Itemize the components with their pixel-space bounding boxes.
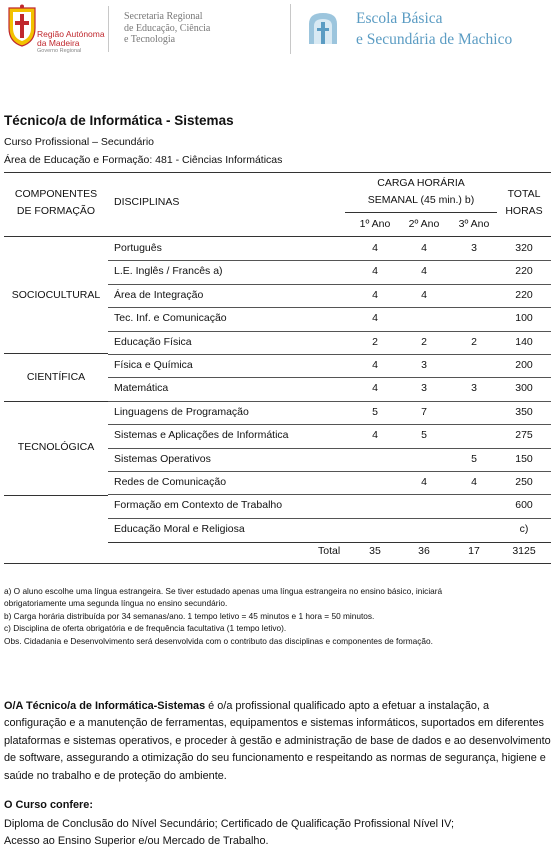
discipline-hours-y1: 4 <box>372 265 378 278</box>
page-header <box>0 0 555 62</box>
discipline-hours-y3: 2 <box>471 335 477 348</box>
confers-heading: O Curso confere: <box>4 799 93 811</box>
discipline-hours-y3: 3 <box>471 242 477 254</box>
region-name <box>37 30 105 48</box>
discipline-hours-y1: 4 <box>372 382 378 395</box>
confers-body <box>4 816 553 851</box>
school-name-line2: e Secundária de Machico <box>356 31 513 48</box>
header-components-line1: COMPONENTES <box>14 188 98 200</box>
discipline-hours-y1: 4 <box>372 359 378 371</box>
discipline-hours-y1: 4 <box>372 429 378 442</box>
header-components-line2: DE FORMAÇÃO <box>16 205 96 217</box>
header-total-line2: HORAS <box>505 205 543 217</box>
discipline-hours-y3: 4 <box>471 476 477 488</box>
discipline-name: Linguagens de Programação <box>114 405 249 418</box>
footnotes <box>4 585 549 647</box>
discipline-total-hours: 600 <box>515 499 533 512</box>
group-rule <box>4 353 108 354</box>
note-obs: Obs. Cidadania e Desenvolvimento será desenvolvida com o contributo das disciplinas e componentes de formação. <box>4 635 433 646</box>
discipline-hours-y1: 4 <box>372 242 378 254</box>
course-title: Técnico/a de Informática - Sistemas <box>4 113 234 128</box>
discipline-name: Educação Moral e Religiosa <box>114 522 245 535</box>
secretariat-line2: de Educação, Ciência <box>124 22 211 34</box>
profile-paragraph <box>4 698 553 785</box>
discipline-hours-y2: 7 <box>421 405 427 418</box>
header-components <box>4 186 108 220</box>
discipline-hours-y1: 5 <box>372 405 378 418</box>
header-weekly-load <box>345 175 497 209</box>
discipline-hours-y2: 4 <box>421 476 427 488</box>
discipline-hours-y2: 3 <box>421 359 427 371</box>
row-rule <box>108 354 551 355</box>
table-rule <box>108 542 551 543</box>
header-weekly-load-line1: CARGA HORÁRIA <box>377 177 465 189</box>
total-year-2: 36 <box>418 545 430 557</box>
secretariat-name <box>124 11 210 46</box>
table-rule <box>345 212 497 213</box>
note-a-line1: a) O aluno escolhe uma língua estrangeira. Se tiver estudado apenas uma língua estrangeira no ensino básico, iniciará <box>4 586 443 596</box>
header-year-2: 2º Ano <box>408 218 440 230</box>
discipline-hours-y2: 5 <box>421 429 427 442</box>
group-rule <box>4 401 108 402</box>
row-rule <box>108 424 551 425</box>
table-rule <box>4 563 551 564</box>
header-year-3: 3º Ano <box>458 218 490 230</box>
row-rule <box>108 494 551 495</box>
discipline-total-hours: 300 <box>515 382 533 395</box>
header-weekly-load-line2: SEMANAL (45 min.) b) <box>367 194 475 206</box>
discipline-hours-y1: 2 <box>372 335 378 348</box>
header-divider <box>108 6 109 52</box>
discipline-total-hours: 320 <box>515 242 533 254</box>
discipline-total-hours: 250 <box>515 476 533 488</box>
group-rule <box>4 495 108 496</box>
header-year-1: 1º Ano <box>359 218 391 230</box>
discipline-hours-y2: 2 <box>421 335 427 348</box>
component-sociocultural: SOCIOCULTURAL <box>11 289 101 301</box>
total-year-1: 35 <box>369 545 381 557</box>
discipline-name: Área de Integração <box>114 288 204 301</box>
region-subtitle: Governo Regional <box>37 48 82 54</box>
school-name <box>356 8 512 50</box>
region-name-line1: Região Autónoma <box>37 29 105 39</box>
discipline-hours-y2: 3 <box>421 382 427 395</box>
row-rule <box>108 331 551 332</box>
course-type: Curso Profissional – Secundário <box>4 136 154 148</box>
row-rule <box>108 284 551 285</box>
discipline-name: Formação em Contexto de Trabalho <box>114 499 283 512</box>
discipline-name: Sistemas Operativos <box>114 452 211 465</box>
discipline-name: Redes de Comunicação <box>114 476 227 488</box>
discipline-name: Matemática <box>114 382 169 395</box>
note-a-line2: obrigatoriamente uma segunda língua no ensino secundário. <box>4 598 228 609</box>
discipline-name: Física e Química <box>114 359 193 371</box>
discipline-total-hours: 220 <box>515 288 533 301</box>
discipline-total-hours: 350 <box>515 405 533 418</box>
course-area: Área de Educação e Formação: 481 - Ciências Informáticas <box>4 154 283 166</box>
discipline-total-hours: 150 <box>515 452 533 465</box>
discipline-hours-y3: 3 <box>471 382 477 395</box>
discipline-name: Educação Física <box>114 335 192 348</box>
row-rule <box>108 518 551 519</box>
discipline-total-hours: c) <box>519 522 529 535</box>
discipline-total-hours: 200 <box>515 359 533 371</box>
discipline-hours-y1: 4 <box>372 312 378 325</box>
header-divider <box>290 4 291 54</box>
discipline-hours-y1: 4 <box>372 288 378 301</box>
discipline-total-hours: 275 <box>515 429 533 442</box>
table-rule <box>4 236 551 237</box>
discipline-total-hours: 140 <box>515 335 533 348</box>
discipline-name: Português <box>114 242 162 254</box>
row-rule <box>108 471 551 472</box>
row-rule <box>108 260 551 261</box>
discipline-name: Tec. Inf. e Comunicação <box>114 312 227 325</box>
secretariat-line3: e Tecnologia <box>124 34 176 45</box>
note-b: b) Carga horária distribuída por 34 semanas/ano. 1 tempo letivo = 45 minutos e 1 hora = 50 minutos. <box>4 610 375 621</box>
madeira-coat-of-arms-icon <box>6 4 38 48</box>
discipline-name: Sistemas e Aplicações de Informática <box>114 429 289 442</box>
discipline-hours-y3: 5 <box>471 452 477 465</box>
header-disciplines: DISCIPLINAS <box>114 196 180 208</box>
school-logo-icon <box>306 10 340 46</box>
discipline-hours-y2: 4 <box>421 265 427 278</box>
total-hours: 3125 <box>512 545 536 557</box>
discipline-hours-y2: 4 <box>421 242 427 254</box>
discipline-name: L.E. Inglês / Francês a) <box>114 265 223 278</box>
total-year-3: 17 <box>468 545 480 557</box>
row-rule <box>108 377 551 378</box>
discipline-hours-y2: 4 <box>421 288 427 301</box>
total-label: Total <box>318 545 341 557</box>
row-rule <box>108 448 551 449</box>
profile-text: é o/a profissional qualificado apto a efetuar a instalação, a configuração e a manutenção de ferramentas, equipamentos e sistemas informáticos, suportados em diferentes plataformas e sistemas operativos, e proceder à gestão e administração de base de dados e ao desenvolvimento de software, assegurando a otimização do seu funcionamento e respeitando as normas de segurança, higiene e saúde no trabalho e de proteção do ambiente. <box>4 700 551 782</box>
confers-line2: Acesso ao Ensino Superior e/ou Mercado de Trabalho. <box>4 835 269 848</box>
component-cientifica: CIENTÍFICA <box>26 371 86 383</box>
region-name-line2: da Madeira <box>37 38 80 48</box>
header-total-line1: TOTAL <box>507 188 541 200</box>
row-rule <box>108 401 551 402</box>
note-c: c) Disciplina de oferta obrigatória e de frequência facultativa (1 tempo letivo). <box>4 623 287 634</box>
secretariat-line1: Secretaria Regional <box>124 11 203 22</box>
discipline-total-hours: 220 <box>515 265 533 278</box>
confers-line1: Diploma de Conclusão do Nível Secundário; Certificado de Qualificação Profissional Nível IV; <box>4 818 454 830</box>
header-total-hours <box>500 186 548 220</box>
school-name-line1: Escola Básica <box>356 10 443 27</box>
component-tecnologica: TECNOLÓGICA <box>17 441 95 453</box>
row-rule <box>108 307 551 308</box>
curriculum-table <box>0 172 555 564</box>
table-rule <box>4 172 551 173</box>
profile-lead: O/A Técnico/a de Informática-Sistemas <box>4 700 206 712</box>
discipline-total-hours: 100 <box>515 312 533 325</box>
